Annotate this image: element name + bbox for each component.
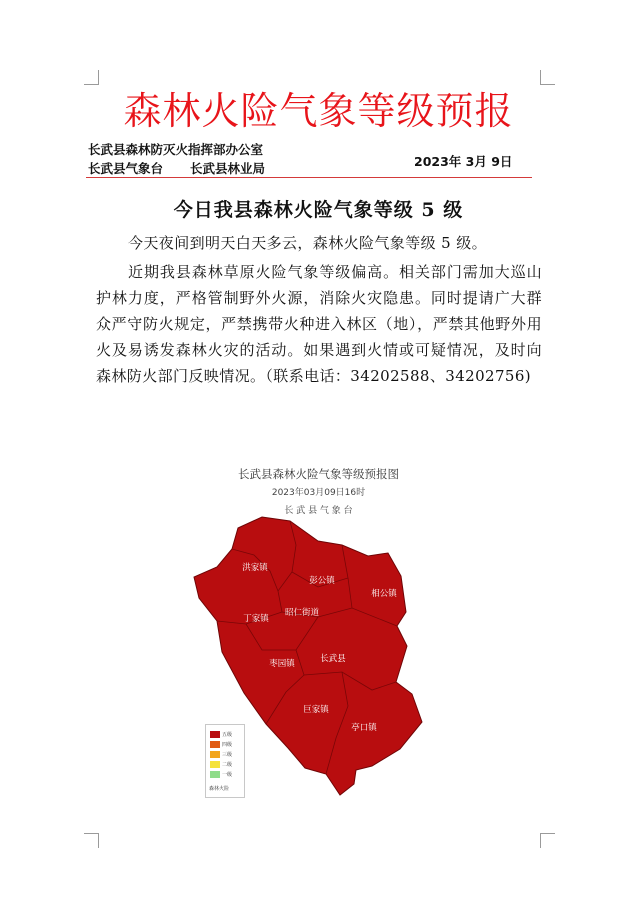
legend-swatch bbox=[210, 771, 220, 778]
town-label: 昭仁街道 bbox=[284, 608, 320, 618]
issuer-office: 长武县森林防灭火指挥部办公室 bbox=[88, 142, 264, 157]
legend-label: 三级 bbox=[222, 751, 233, 758]
legend-label: 一级 bbox=[222, 771, 233, 778]
legend-label: 二级 bbox=[222, 761, 233, 768]
legend-label: 五级 bbox=[222, 731, 233, 738]
paragraph-forecast: 今天夜间到明天白天多云，森林火险气象等级 5 级。 bbox=[128, 234, 488, 252]
document-title: 森林火险气象等级预报 bbox=[123, 89, 514, 133]
legend-swatch bbox=[210, 741, 220, 748]
legend-label: 四级 bbox=[222, 741, 233, 748]
town-label: 彭公镇 bbox=[309, 576, 335, 586]
paragraph-advisory: 近期我县森林草原火险气象等级偏高。相关部门需加大巡山护林力度，严格管制野外火源，消除火灾隐患。同时提请广大群众严守防火规定，严禁携带火种进入林区（地），严禁其他野外用火及易诱发森林火灾的活动。如果遇到火情或可疑情况，及时向森林防火部门反映情况。（联系电话：34202588、34202756) bbox=[96, 263, 542, 385]
map-source: 长 武 县 气 象 台 bbox=[284, 506, 353, 516]
town-label: 枣园镇 bbox=[269, 659, 295, 669]
legend-swatch bbox=[210, 761, 220, 768]
town-label: 丁家镇 bbox=[243, 614, 269, 624]
map-time: 2023年03月09日16时 bbox=[271, 488, 366, 498]
map-legend bbox=[205, 724, 245, 798]
legend-item bbox=[210, 750, 232, 758]
headline: 今日我县森林火险气象等级 5 级 bbox=[173, 199, 464, 221]
town-label: 洪家镇 bbox=[242, 563, 268, 573]
legend-swatch bbox=[210, 731, 220, 738]
legend-item bbox=[210, 730, 232, 738]
legend-footer: 森林火险 bbox=[209, 786, 230, 792]
town-label: 相公镇 bbox=[371, 589, 397, 599]
town-label: 巨家镇 bbox=[303, 705, 329, 715]
issuer-forestry-bureau: 长武县林业局 bbox=[190, 161, 266, 176]
issuer-met-bureau: 长武县气象台 bbox=[88, 161, 164, 176]
legend-swatch bbox=[210, 751, 220, 758]
legend-item bbox=[210, 740, 232, 748]
legend-item bbox=[210, 760, 232, 768]
town-label: 亭口镇 bbox=[351, 723, 377, 733]
issue-date: 2023年 3月 9日 bbox=[414, 154, 513, 169]
legend-item bbox=[210, 770, 232, 778]
map-title: 长武县森林火险气象等级预报图 bbox=[238, 467, 399, 481]
town-label: 长武县 bbox=[320, 654, 346, 664]
